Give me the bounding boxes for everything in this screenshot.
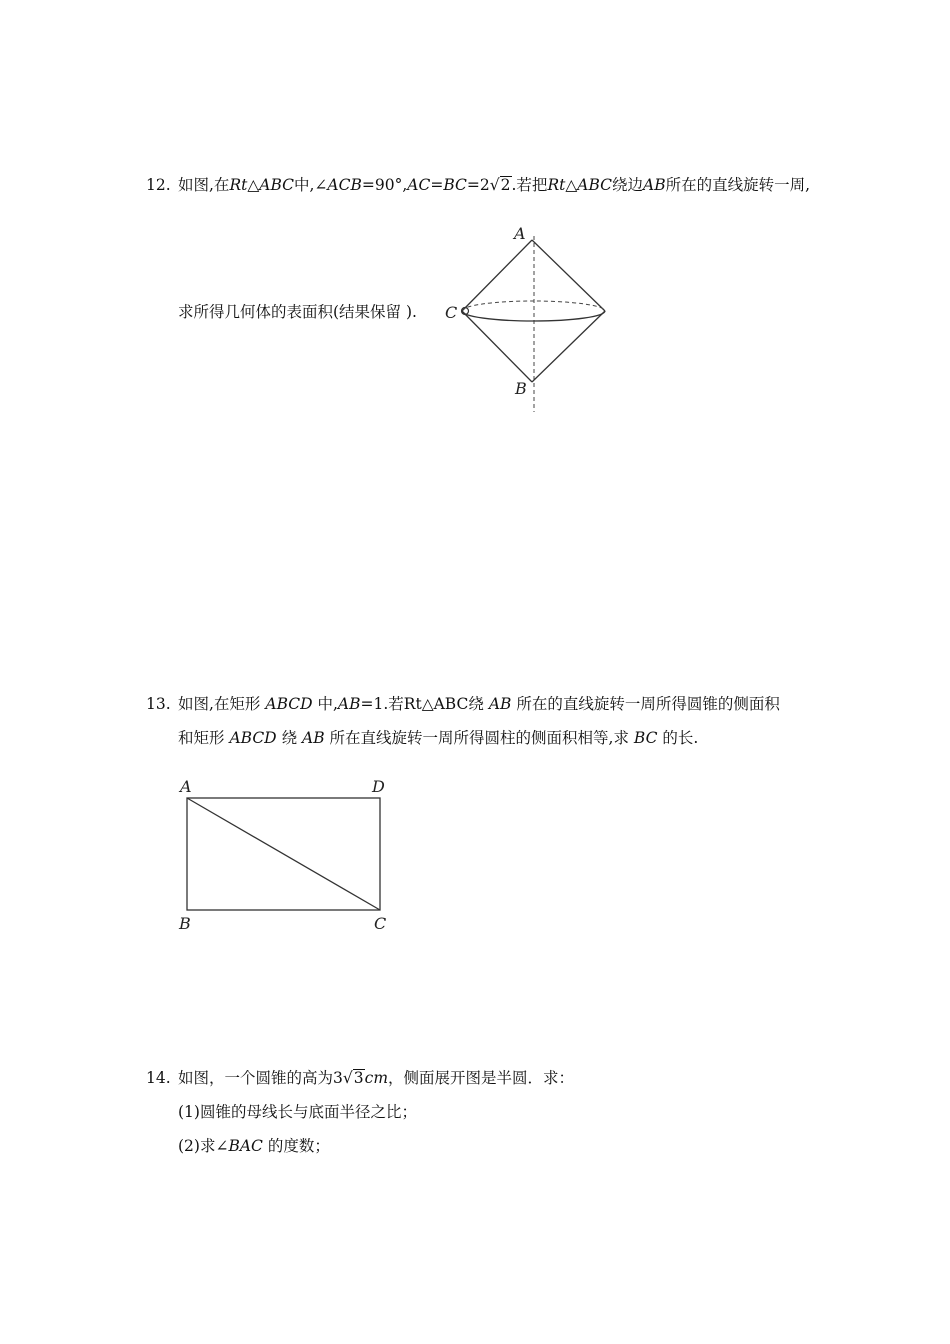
label-A: A (180, 777, 192, 796)
label-C: C (445, 303, 458, 322)
problem-14-sub2: (2)求∠BAC 的度数； (178, 1137, 330, 1155)
label-D: D (372, 777, 385, 796)
label-B: B (179, 914, 191, 933)
problem-12-line2: 求所得几何体的表面积(结果保留 ). (178, 303, 417, 321)
problem-12-number: 12. (146, 176, 171, 194)
problem-14-line1: 如图，一个圆锥的高为3√3cm，侧面展开图是半圆．求： (178, 1069, 575, 1087)
label-B: B (515, 379, 527, 398)
problem-13-line2: 和矩形 ABCD 绕 AB 所在直线旋转一周所得圆柱的侧面积相等,求 BC 的长. (178, 729, 699, 747)
problem-12-line1: 如图,在Rt△ABC中,∠ACB=90°,AC=BC=2√2.若把Rt△ABC绕边AB所在的直线旋转一周, (178, 176, 811, 194)
problem-13-number: 13. (146, 695, 171, 713)
problem-14-sub1: (1)圆锥的母线长与底面半径之比； (178, 1103, 417, 1121)
diagonal-ac (187, 798, 380, 910)
label-C: C (374, 914, 387, 933)
rectangle-figure (170, 772, 410, 942)
sqrt-symbol: √2 (489, 176, 511, 194)
double-cone-figure (440, 222, 620, 422)
problem-14-number: 14. (146, 1069, 171, 1087)
label-A: A (514, 224, 526, 243)
problem-13-line1: 如图,在矩形 ABCD 中,AB=1.若Rt△ABC绕 AB 所在的直线旋转一周所得圆锥的侧面积 (178, 695, 780, 713)
sqrt-symbol: √3 (342, 1069, 364, 1087)
